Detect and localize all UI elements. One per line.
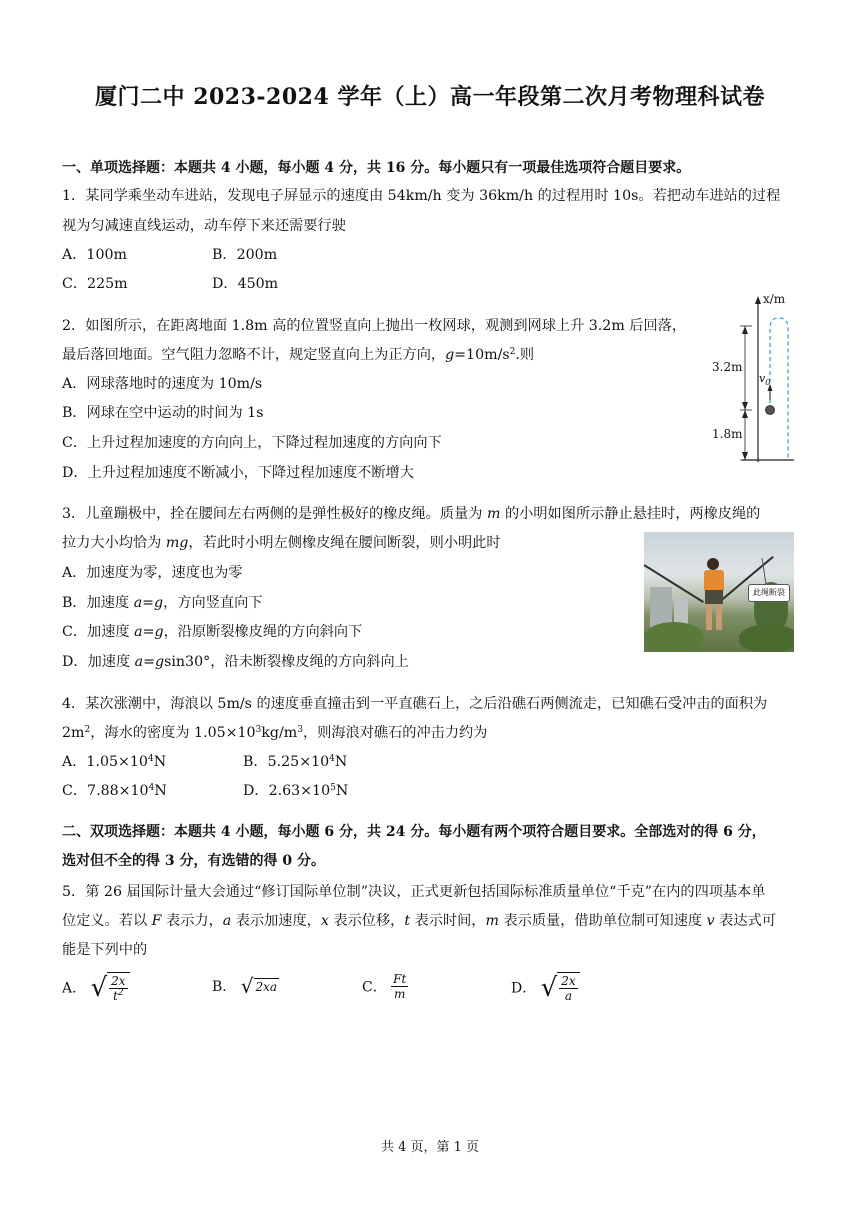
q3-d-pre: D．加速度 <box>62 654 135 670</box>
q2-stem-text-a: 最后落回地面。空气阻力忽略不计，规定竖直向上为正方向， <box>62 347 446 363</box>
q3-option-d <box>62 652 409 672</box>
q5-a-label: A． <box>62 980 87 997</box>
q4-a-exp: 4 <box>147 754 154 764</box>
q5-c-denominator: m <box>394 987 406 1001</box>
q5-a-symbol: a <box>222 913 232 929</box>
q5-option-c <box>362 972 408 1001</box>
q4-a-unit: N <box>153 754 167 770</box>
q2-stem-line2 <box>62 345 534 365</box>
q2-option-b: B．网球在空中运动的时间为 1s <box>62 405 264 421</box>
q5-a-denominator <box>111 989 126 1003</box>
q1-option-d: D．450m <box>212 276 279 292</box>
sqrt-icon: √ <box>240 974 254 998</box>
q4-d-unit: N <box>335 783 349 799</box>
q3-mg-symbol: mg <box>165 535 189 551</box>
q5-a-numerator: 2x <box>111 974 126 988</box>
q3-stem-line1 <box>62 504 760 524</box>
q5-stem-line3: 能是下列中的 <box>62 942 148 958</box>
q3-stem-line2 <box>62 533 501 553</box>
q5-a-sqrt <box>91 972 130 1003</box>
q4-c-unit: N <box>154 783 167 799</box>
q3-text-d: ，若此时小明左侧橡皮绳在腰间断裂，则小明此时 <box>188 535 501 551</box>
q4-sup: 3 <box>297 725 303 735</box>
q5-d-fraction <box>559 974 577 1003</box>
q4-b-exp: 4 <box>329 754 335 764</box>
q4-option-d <box>243 781 348 801</box>
q5-text: 表示加速度， <box>231 913 321 929</box>
q4-stem-line2 <box>62 723 487 743</box>
q5-b-label: B． <box>212 979 237 995</box>
q3-c-g: g <box>154 624 164 640</box>
q5-x-symbol: x <box>320 913 329 929</box>
q5-c-label: C． <box>362 979 387 996</box>
q3-m-symbol: m <box>486 506 501 522</box>
rope-break-callout: 此绳断裂 <box>748 584 790 602</box>
page-title: 厦门二中 2023-2024 学年（上）高一年段第二次月考物理科试卷 <box>95 84 765 110</box>
q4-b-val: B．5.25×10 <box>243 754 330 770</box>
q3-text-a: 3．儿童蹦极中，拴在腰间左右两侧的是弹性极好的橡皮绳。质量为 <box>62 506 487 522</box>
q4-stem-line1: 4．某次涨潮中，海浪以 5m/s 的速度垂直撞击到一平直礁石上，之后沿礁石两侧流走，已知礁石受冲击的面积为 <box>62 696 768 712</box>
section-2-heading-line2: 选对但不全的得 3 分，有选错的得 0 分。 <box>62 853 325 869</box>
q2-stem-text-c: .则 <box>515 347 535 363</box>
section-2-heading-line1: 二、双项选择题：本题共 4 小题，每小题 6 分，共 24 分。每小题有两个项符合题目要求。全部选对的得 6 分， <box>62 824 766 840</box>
q5-stem-line1: 5．第 26 届国际计量大会通过“修订国际单位制”决议，正式更新包括国际标准质量单位“千克”在内的四项基本单 <box>62 884 766 900</box>
q3-b-eq: = <box>142 595 155 611</box>
q3-b-g: g <box>154 595 164 611</box>
q5-b-radicand: 2xa <box>255 980 278 994</box>
q4-b-unit: N <box>334 754 348 770</box>
q5-text: 表示时间， <box>410 913 486 929</box>
q5-d-sqrt <box>541 972 580 1003</box>
q5-d-numerator: 2x <box>561 974 576 988</box>
q1-stem-line1: 1．某同学乘坐动车进站，发现电子屏显示的速度由 54km/h 变为 36km/h 的过程用时 10s。若把动车进站的过程 <box>62 188 781 204</box>
q5-c-numerator: Ft <box>393 972 407 986</box>
q5-text: 表示位移， <box>328 913 405 929</box>
q4-question: ，则海浪对礁石的冲击力约为 <box>302 725 488 741</box>
q2-v-symbol: v <box>759 372 766 385</box>
q5-text: 表示力， <box>161 913 223 929</box>
q4-option-b <box>243 752 347 772</box>
q3-d-g: g <box>155 654 165 670</box>
q4-sup: 2 <box>84 725 91 735</box>
q3-c-pre: C．加速度 <box>62 624 135 640</box>
q5-a-fraction <box>109 974 127 1003</box>
section-1-heading: 一、单项选择题：本题共 4 小题，每小题 4 分，共 16 分。每小题只有一项最佳选项符合题目要求。 <box>62 160 691 176</box>
q1-stem-line2: 视为匀减速直线运动，动车停下来还需要行驶 <box>62 218 346 234</box>
q4-unit: kg/m <box>261 725 298 741</box>
q5-a-radicand <box>107 972 129 1003</box>
q5-option-a <box>62 972 130 1003</box>
q3-b-post: ，方向竖直向下 <box>163 595 263 611</box>
q5-a-den-t: t <box>113 989 118 1003</box>
q5-option-b <box>212 976 279 996</box>
q3-c-post: ，沿原断裂橡皮绳的方向斜向下 <box>163 624 363 640</box>
q5-f-symbol: F <box>151 913 162 929</box>
q2-v0-label <box>759 372 770 387</box>
q2-option-c: C．上升过程加速度的方向向上，下降过程加速度的方向向下 <box>62 435 442 451</box>
q2-g-symbol: g <box>445 347 455 363</box>
q3-d-eq: = <box>143 654 155 670</box>
q2-axis-label: x/m <box>763 292 786 306</box>
q3-bungee-photo <box>644 532 794 652</box>
q3-b-pre: B．加速度 <box>62 595 134 611</box>
q2-lower-height-label: 1.8m <box>712 427 743 441</box>
q4-area: 2m <box>62 725 85 741</box>
q4-a-val: A．1.05×10 <box>62 754 148 770</box>
q2-exp: 2 <box>509 347 516 357</box>
q2-figure <box>712 292 812 468</box>
q3-c-eq: = <box>142 624 155 640</box>
q3-text-c: 拉力大小均恰为 <box>62 535 166 551</box>
q4-sup: 3 <box>255 725 262 735</box>
q4-d-exp: 5 <box>330 783 336 793</box>
q5-option-d <box>511 972 580 1003</box>
q4-d-val: D．2.63×10 <box>243 783 331 799</box>
q2-stem-text-b: =10m/s <box>454 347 510 363</box>
q5-d-radicand <box>557 972 579 1003</box>
q5-t-symbol: t <box>404 913 411 929</box>
q3-option-a: A．加速度为零，速度也为零 <box>62 565 243 581</box>
q5-b-sqrt <box>241 976 279 996</box>
q5-a-den-exp: 2 <box>117 988 124 998</box>
q2-stem-line1: 2．如图所示，在距离地面 1.8m 高的位置竖直向上抛出一枚网球，观测到网球上升 3.2m 后回落， <box>62 318 687 334</box>
q5-c-fraction <box>391 972 408 1001</box>
q3-d-a: a <box>134 654 144 670</box>
q3-d-post: sin30°，沿未断裂橡皮绳的方向斜向上 <box>164 654 409 670</box>
q2-option-a: A．网球落地时的速度为 10m/s <box>62 376 263 392</box>
q4-c-val: C．7.88×10 <box>62 783 149 799</box>
q2-upper-height-label: 3.2m <box>712 360 743 374</box>
page-footer: 共 4 页，第 1 页 <box>380 1140 480 1155</box>
q1-option-b: B．200m <box>212 247 278 263</box>
q4-option-c <box>62 781 167 801</box>
q1-option-c: C．225m <box>62 276 128 292</box>
q5-text: 位定义。若以 <box>62 913 152 929</box>
sqrt-icon: √ <box>540 972 558 1003</box>
q3-option-b <box>62 593 262 613</box>
sqrt-icon: √ <box>90 972 108 1003</box>
q3-b-a: a <box>133 595 143 611</box>
q5-m-symbol: m <box>485 913 499 929</box>
q3-text-b: 的小明如图所示静止悬挂时，两橡皮绳的 <box>500 506 761 522</box>
q2-option-d: D．上升过程加速度不断减小，下降过程加速度不断增大 <box>62 465 414 481</box>
q5-stem-line2 <box>62 911 776 931</box>
q2-v-subscript: 0 <box>765 378 771 388</box>
q5-v-symbol: v <box>706 913 715 929</box>
q4-option-a <box>62 752 166 772</box>
q3-option-c <box>62 622 362 642</box>
q4-c-exp: 4 <box>148 783 155 793</box>
q4-density: ，海水的密度为 1.05×10 <box>90 725 256 741</box>
q5-text: 表达式可 <box>714 913 776 929</box>
q5-d-denominator: a <box>564 989 573 1003</box>
q5-d-label: D． <box>511 980 537 997</box>
q5-text: 表示质量，借助单位制可知速度 <box>498 913 707 929</box>
q1-option-a: A．100m <box>62 247 127 263</box>
q3-c-a: a <box>134 624 143 640</box>
